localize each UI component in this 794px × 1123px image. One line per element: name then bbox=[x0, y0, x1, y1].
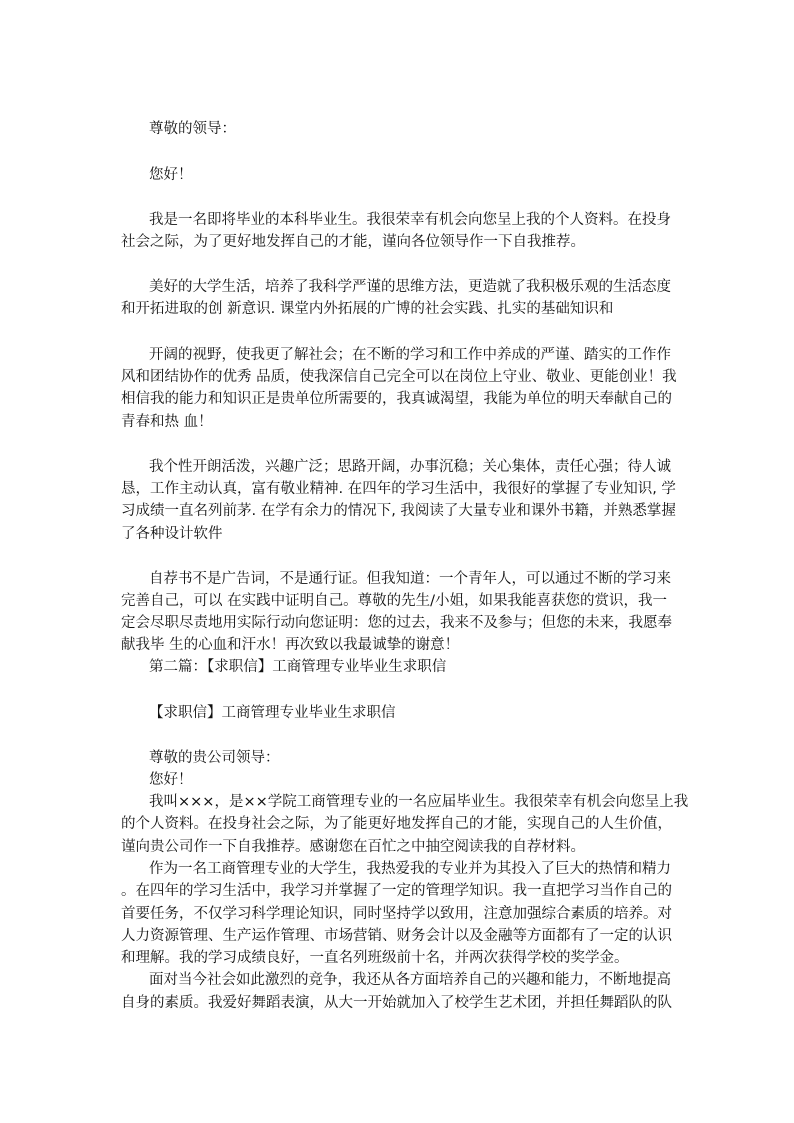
paragraph-line: 恳，工作主动认真，富有敬业精神. 在四年的学习生活中，我很好的掌握了专业知识, 学 bbox=[121, 481, 676, 497]
paragraph-line: 自身的素质。我爱好舞蹈表演，从大一开始就加入了校学生艺术团，并担任舞蹈队的队 bbox=[121, 995, 672, 1011]
section-heading: 第二篇：【求职信】工商管理专业毕业生求职信 bbox=[149, 659, 447, 675]
paragraph-line: 相信我的能力和知识正是贵单位所需要的，我真诚渴望，我能为单位的明天奉献自己的 bbox=[121, 391, 672, 407]
paragraph-line: 我个性开朗活泼，兴趣广泛；思路开阔，办事沉稳；关心集体，责任心强；待人诚 bbox=[149, 459, 671, 475]
paragraph-line: 和理解。我的学习成绩良好，一直名列班级前十名，并两次获得学校的奖学金。 bbox=[121, 950, 629, 966]
paragraph-line: 面对当今社会如此激烈的竞争，我还从各方面培养自己的兴趣和能力，不断地提高 bbox=[149, 972, 671, 988]
paragraph-line: 谨向贵公司作一下自我推荐。感谢您在百忙之中抽空阅读我的自荐材料。 bbox=[121, 839, 585, 855]
paragraph-line: 了各种设计软件 bbox=[121, 526, 223, 542]
salutation: 尊敬的贵公司领导： bbox=[149, 750, 280, 766]
greeting: 您好！ bbox=[149, 772, 193, 788]
paragraph-line: 完善自己，可以 在实践中证明自己。尊敬的先生/小姐，如果我能喜获您的赏识，我一 bbox=[121, 593, 667, 609]
paragraph-line: 自荐书不是广告词，不是通行证。但我知道：一个青年人，可以通过不断的学习来 bbox=[149, 571, 671, 587]
paragraph-line: 献我毕 生的心血和汗水！再次致以我最诚挚的谢意！ bbox=[121, 637, 460, 653]
paragraph-line: 作为一名工商管理专业的大学生，我热爱我的专业并为其投入了巨大的热情和精力 bbox=[149, 861, 671, 877]
paragraph-line: 定会尽职尽责地用实际行动向您证明：您的过去，我来不及参与；但您的未来，我愿奉 bbox=[121, 615, 672, 631]
paragraph-line: 的个人资料。在投身社会之际，为了能更好地发挥自己的才能，实现自己的人生价值， bbox=[121, 816, 672, 832]
paragraph-line: 。在四年的学习生活中，我学习并掌握了一定的管理学知识。我一直把学习当作自己的 bbox=[121, 883, 672, 899]
paragraph-line: 人力资源管理、生产运作管理、市场营销、财务会计以及金融等方面都有了一定的认识 bbox=[121, 928, 672, 944]
paragraph-line: 社会之际，为了更好地发挥自己的才能，谨向各位领导作一下自我推荐。 bbox=[121, 234, 585, 250]
paragraph-line: 青春和热 血！ bbox=[121, 414, 213, 430]
paragraph-line: 习成绩一直名列前茅. 在学有余力的情况下, 我阅读了大量专业和课外书籍，并熟悉掌握 bbox=[121, 503, 676, 519]
paragraph-line: 我是一名即将毕业的本科毕业生。我很荣幸有机会向您呈上我的个人资料。在投身 bbox=[149, 212, 671, 228]
paragraph-line: 风和团结协作的优秀 品质，使我深信自己完全可以在岗位上守业、敬业、更能创业！我 bbox=[121, 369, 677, 385]
paragraph-line: 首要任务，不仅学习科学理论知识，同时坚持学以致用，注意加强综合素质的培养。对 bbox=[121, 906, 672, 922]
salutation: 尊敬的领导： bbox=[149, 121, 236, 137]
greeting: 您好！ bbox=[149, 167, 193, 183]
paragraph-line: 美好的大学生活，培养了我科学严谨的思维方法，更造就了我积极乐观的生活态度 bbox=[149, 279, 671, 295]
paragraph-line: 我叫×××，是××学院工商管理专业的一名应届毕业生。我很荣幸有机会向您呈上我 bbox=[149, 794, 689, 810]
paragraph-line: 和开拓进取的创 新意识. 课堂内外拓展的广博的社会实践、扎实的基础知识和 bbox=[121, 301, 614, 317]
section-subtitle: 【求职信】工商管理专业毕业生求职信 bbox=[149, 705, 396, 721]
paragraph-line: 开阔的视野，使我更了解社会；在不断的学习和工作中养成的严谨、踏实的工作作 bbox=[149, 347, 671, 363]
